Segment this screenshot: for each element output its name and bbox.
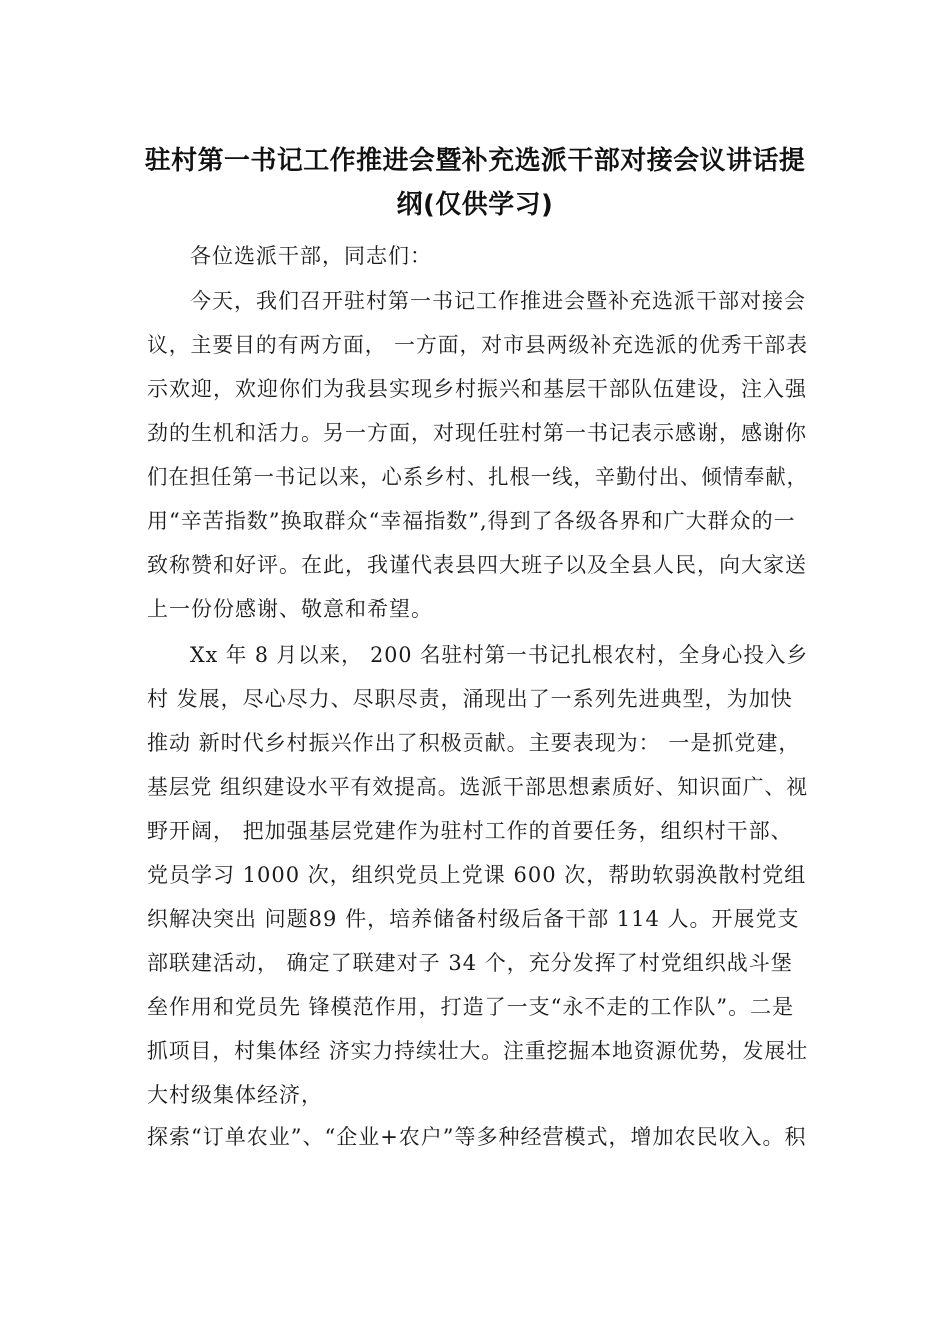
paragraph-2-line: 垒作用和党员先 锋模范作用，打造了一支“永不走的工作队”。二是 [147,995,795,1019]
salutation: 各位选派干部，同志们： [190,244,432,268]
paragraph-3-line: 探索“订单农业”、“企业+农户”等多种经营模式，增加农民收入。积 [147,1125,807,1149]
paragraph-2-line: 大村级集体经济， [147,1083,323,1107]
document-title-line-1: 驻村第一书记工作推进会暨补充选派干部对接会议讲话提 [144,146,806,176]
paragraph-2-line: Xx 年 8 月以来， 200 名驻村第一书记扎根农村，全身心投入乡 [190,643,809,667]
paragraph-2-line: 村 发展，尽心尽力、尽职尽责，涌现出了一系列先进典型，为加快 [147,687,793,711]
document-title-line-2: 纲(仅供学习) [396,190,554,220]
paragraph-1-line: 议，主要目的有两方面， 一方面，对市县两级补充选派的优秀干部表 [147,333,809,357]
paragraph-1-line: 们在担任第一书记以来，心系乡村、扎根一线，辛勤付出、倾情奉献， [147,465,808,489]
paragraph-2-line: 织解决突出 问题89 件，培养储备村级后备干部 114 人。开展党支 [147,907,800,931]
paragraph-1-line: 用“辛苦指数”换取群众“幸福指数”,得到了各级各界和广大群众的一 [147,509,796,533]
paragraph-2-line: 抓项目，村集体经 济实力持续壮大。注重挖掘本地资源优势，发展壮 [147,1039,809,1063]
paragraph-2-line: 推动 新时代乡村振兴作出了积极贡献。主要表现为： 一是抓党建， [147,731,801,755]
paragraph-1-line: 今天，我们召开驻村第一书记工作推进会暨补充选派干部对接会 [190,289,806,313]
paragraph-1-line: 劲的生机和活力。另一方面，对现任驻村第一书记表示感谢，感谢你 [147,421,807,445]
paragraph-1-line: 上一份份感谢、敬意和希望。 [147,597,433,621]
paragraph-1-line: 示欢迎，欢迎你们为我县实现乡村振兴和基层干部队伍建设，注入强 [147,377,807,401]
paragraph-2-line: 基层党 组织建设水平有效提高。选派干部思想素质好、知识面广、视 [147,775,809,799]
paragraph-2-line: 党员学习 1000 次，组织党员上党课 600 次，帮助软弱涣散村党组 [147,863,807,887]
paragraph-1-line: 致称赞和好评。在此，我谨代表县四大班子以及全县人民，向大家送 [147,553,807,577]
paragraph-2-line: 部联建活动， 确定了联建对子 34 个，充分发挥了村党组织战斗堡 [147,951,793,975]
paragraph-2-line: 野开阔， 把加强基层党建作为驻村工作的首要任务，组织村干部、 [147,819,793,843]
